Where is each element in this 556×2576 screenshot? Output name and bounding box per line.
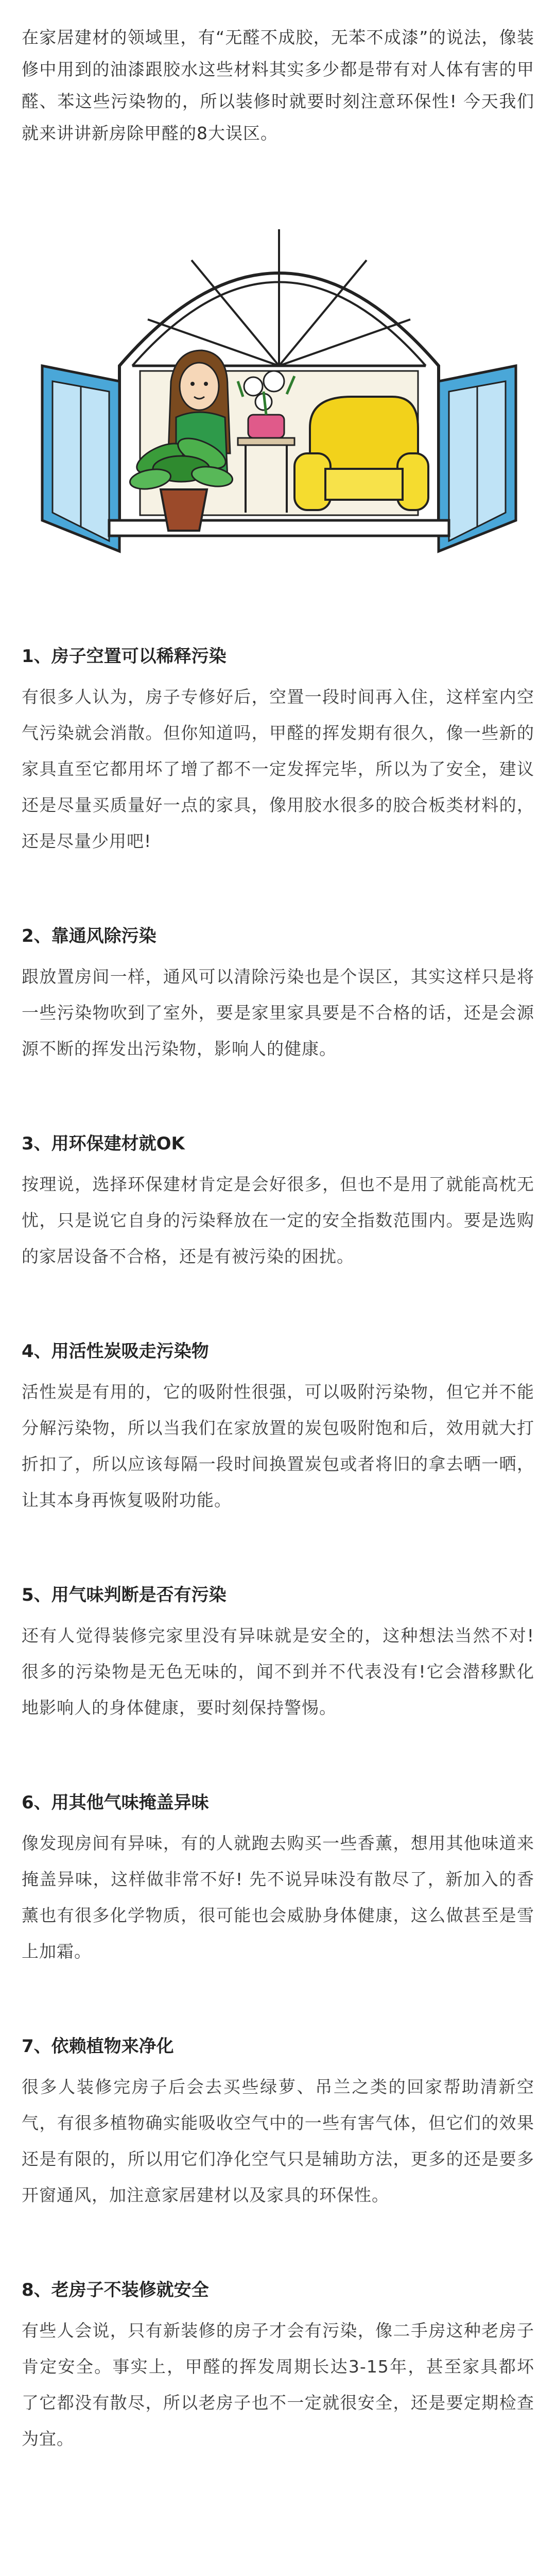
window-illustration bbox=[22, 211, 534, 567]
spacer bbox=[22, 2213, 534, 2278]
spacer bbox=[22, 1970, 534, 2034]
section-1 bbox=[22, 644, 534, 859]
section-title: 4、用活性炭吸走污染物 bbox=[22, 1341, 209, 1362]
spacer bbox=[22, 567, 534, 644]
spacer bbox=[22, 1726, 534, 1790]
section-body: 很多人装修完房子后会去买些绿萝、吊兰之类的回家帮助清新空气，有很多植物确实能吸收空气中的一些有害气体，但它们的效果还是有限的，所以用它们净化空气只是辅助方法，更多的还是要多开窗通风，加注意家居建材以及家具的环保性。 bbox=[22, 2077, 534, 2205]
section-2 bbox=[22, 924, 534, 1067]
spacer bbox=[22, 1275, 534, 1339]
section-body: 活性炭是有用的，它的吸附性很强，可以吸附污染物，但它并不能分解污染物，所以当我们在家放置的炭包吸附饱和后，效用就大打折扣了，所以应该每隔一段时间换置炭包或者将旧的拿去晒一晒，让其本身再恢复吸附功能。 bbox=[22, 1382, 534, 1510]
spacer bbox=[22, 1518, 534, 1583]
section-body: 跟放置房间一样，通风可以清除污染也是个误区，其实这样只是将一些污染物吹到了室外，要是家里家具要是不合格的话，还是会源源不断的挥发出污染物，影响人的健康。 bbox=[22, 967, 534, 1059]
section-3 bbox=[22, 1131, 534, 1275]
section-4 bbox=[22, 1339, 534, 1518]
section-5 bbox=[22, 1583, 534, 1726]
spacer bbox=[22, 1067, 534, 1131]
section-body: 还有人觉得装修完家里没有异味就是安全的，这种想法当然不对!很多的污染物是无色无味的，闻不到并不代表没有!它会潜移默化地影响人的身体健康，要时刻保持警惕。 bbox=[22, 1625, 534, 1718]
intro-paragraph: 在家居建材的领域里，有“无醛不成胶，无苯不成漆”的说法，像装修中用到的油漆跟胶水这些材料其实多少都是带有对人体有害的甲醛、苯这些污染物的，所以装修时就要时刻注意环保性! 今天我们就来讲讲新房除甲醛的8大误区。 bbox=[22, 27, 534, 143]
window-drawing bbox=[22, 211, 536, 567]
section-title: 6、用其他气味掩盖异味 bbox=[22, 1792, 209, 1813]
section-body: 像发现房间有异味，有的人就跑去购买一些香薰，想用其他味道来掩盖异味，这样做非常不好! 先不说异味没有散尽了，新加入的香薰也有很多化学物质，很可能也会威胁身体健康，这么做甚至是雪上加霜。 bbox=[22, 1833, 534, 1961]
spacer bbox=[22, 859, 534, 924]
section-title: 8、老房子不装修就安全 bbox=[22, 2280, 209, 2300]
section-body: 有些人会说，只有新装修的房子才会有污染，像二手房这种老房子肯定安全。事实上，甲醛的挥发周期长达3-15年，甚至家具都坏了它都没有散尽，所以老房子也不一定就很安全，还是要定期检查为宜。 bbox=[22, 2320, 534, 2449]
section-title: 1、房子空置可以稀释污染 bbox=[22, 646, 227, 667]
section-title: 2、靠通风除污染 bbox=[22, 926, 157, 946]
section-body: 有很多人认为，房子专修好后，空置一段时间再入住，这样室内空气污染就会消散。但你知道吗，甲醛的挥发期有很久，像一些新的家具直至它都用坏了增了都不一定发挥完毕，所以为了安全，建议还是尽量买质量好一点的家具，像用胶水很多的胶合板类材料的，还是尽量少用吧! bbox=[22, 687, 534, 851]
section-8 bbox=[22, 2278, 534, 2457]
section-6 bbox=[22, 1790, 534, 1970]
section-body: 按理说，选择环保建材肯定是会好很多，但也不是用了就能高枕无忧，只是说它自身的污染释放在一定的安全指数范围内。要是选购的家居设备不合格，还是有被污染的困扰。 bbox=[22, 1174, 534, 1266]
section-title: 7、依赖植物来净化 bbox=[22, 2036, 174, 2057]
section-7 bbox=[22, 2034, 534, 2213]
section-title: 5、用气味判断是否有污染 bbox=[22, 1585, 227, 1605]
section-title: 3、用环保建材就OK bbox=[22, 1133, 185, 1154]
